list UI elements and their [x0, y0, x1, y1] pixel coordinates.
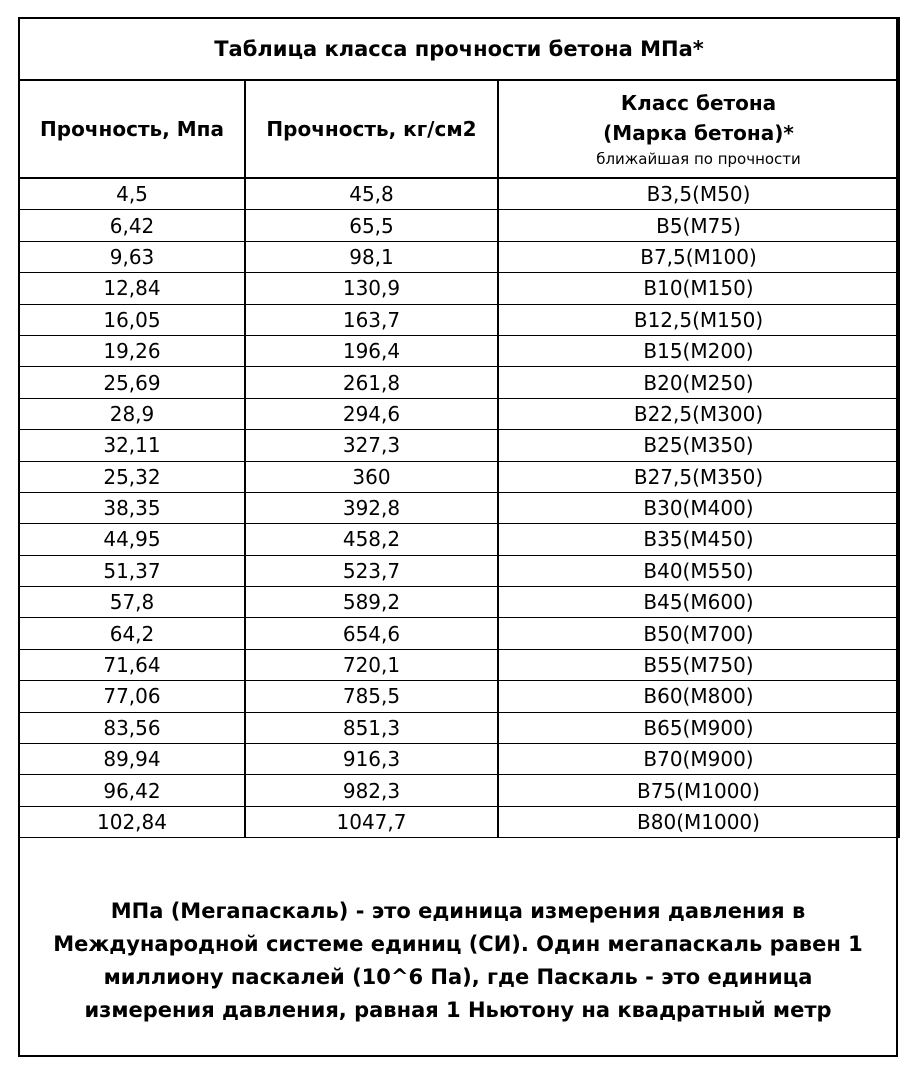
cell-concrete-class: B35(M450): [498, 524, 899, 555]
table-row: [19, 618, 899, 649]
table-row: [19, 178, 899, 210]
cell-concrete-class: B12,5(M150): [498, 304, 899, 335]
cell-strength-kgcm2: 589,2: [245, 587, 498, 618]
cell-strength-kgcm2: 327,3: [245, 430, 498, 461]
cell-strength-kgcm2: 360: [245, 461, 498, 492]
cell-strength-kgcm2: 45,8: [245, 178, 498, 210]
table-row: [19, 555, 899, 586]
cell-strength-mpa: 25,32: [19, 461, 245, 492]
header-class-subtitle: ближайшая по прочности: [596, 150, 801, 168]
cell-concrete-class: B75(M1000): [498, 775, 899, 806]
cell-strength-mpa: 32,11: [19, 430, 245, 461]
cell-strength-mpa: 64,2: [19, 618, 245, 649]
cell-strength-mpa: 16,05: [19, 304, 245, 335]
table-row: [19, 367, 899, 398]
cell-strength-kgcm2: 720,1: [245, 649, 498, 680]
cell-strength-mpa: 51,37: [19, 555, 245, 586]
cell-concrete-class: B55(M750): [498, 649, 899, 680]
table-body: [19, 178, 899, 838]
cell-concrete-class: B10(M150): [498, 273, 899, 304]
cell-strength-mpa: 96,42: [19, 775, 245, 806]
cell-strength-mpa: 25,69: [19, 367, 245, 398]
header-class-line2: (Марка бетона)*: [603, 121, 794, 145]
cell-strength-kgcm2: 163,7: [245, 304, 498, 335]
cell-concrete-class: B30(M400): [498, 492, 899, 523]
table-row: [19, 806, 899, 837]
table-row: [19, 587, 899, 618]
table-row: [19, 273, 899, 304]
cell-concrete-class: B25(M350): [498, 430, 899, 461]
header-strength-mpa: Прочность, Мпа: [19, 80, 245, 178]
table-row: [19, 335, 899, 366]
cell-strength-kgcm2: 294,6: [245, 398, 498, 429]
cell-strength-mpa: 12,84: [19, 273, 245, 304]
cell-strength-kgcm2: 392,8: [245, 492, 498, 523]
table-row: [19, 430, 899, 461]
footnote: [20, 866, 896, 1055]
table-row: [19, 241, 899, 272]
cell-strength-mpa: 38,35: [19, 492, 245, 523]
cell-strength-kgcm2: 916,3: [245, 744, 498, 775]
table-row: [19, 398, 899, 429]
cell-strength-kgcm2: 65,5: [245, 210, 498, 241]
cell-concrete-class: B15(M200): [498, 335, 899, 366]
cell-strength-mpa: 77,06: [19, 681, 245, 712]
cell-strength-mpa: 57,8: [19, 587, 245, 618]
cell-strength-kgcm2: 785,5: [245, 681, 498, 712]
table-row: [19, 210, 899, 241]
cell-strength-mpa: 89,94: [19, 744, 245, 775]
cell-strength-mpa: 71,64: [19, 649, 245, 680]
header-concrete-class: [498, 80, 899, 178]
cell-strength-mpa: 83,56: [19, 712, 245, 743]
cell-concrete-class: B20(M250): [498, 367, 899, 398]
table-row: [19, 304, 899, 335]
cell-strength-kgcm2: 458,2: [245, 524, 498, 555]
cell-strength-mpa: 9,63: [19, 241, 245, 272]
table-row: [19, 681, 899, 712]
table-row: [19, 492, 899, 523]
header-strength-kgcm2: Прочность, кг/см2: [245, 80, 498, 178]
table-title: Таблица класса прочности бетона МПа*: [19, 18, 899, 80]
header-class-line1: Класс бетона: [620, 91, 777, 115]
cell-concrete-class: B50(M700): [498, 618, 899, 649]
cell-concrete-class: B80(M1000): [498, 806, 899, 837]
cell-strength-mpa: 6,42: [19, 210, 245, 241]
cell-strength-kgcm2: 98,1: [245, 241, 498, 272]
cell-concrete-class: B7,5(M100): [498, 241, 899, 272]
cell-strength-mpa: 19,26: [19, 335, 245, 366]
cell-strength-kgcm2: 654,6: [245, 618, 498, 649]
cell-concrete-class: B40(M550): [498, 555, 899, 586]
table-row: [19, 744, 899, 775]
cell-concrete-class: B3,5(M50): [498, 178, 899, 210]
cell-concrete-class: B65(M900): [498, 712, 899, 743]
cell-concrete-class: B45(M600): [498, 587, 899, 618]
cell-strength-kgcm2: 196,4: [245, 335, 498, 366]
cell-concrete-class: B27,5(M350): [498, 461, 899, 492]
cell-concrete-class: B70(M900): [498, 744, 899, 775]
table-row: [19, 649, 899, 680]
cell-strength-kgcm2: 130,9: [245, 273, 498, 304]
table-row: [19, 461, 899, 492]
cell-concrete-class: B60(M800): [498, 681, 899, 712]
concrete-strength-table: [18, 17, 900, 838]
cell-strength-kgcm2: 1047,7: [245, 806, 498, 837]
cell-strength-kgcm2: 982,3: [245, 775, 498, 806]
table-row: [19, 712, 899, 743]
table-row: [19, 524, 899, 555]
cell-strength-kgcm2: 261,8: [245, 367, 498, 398]
cell-strength-mpa: 4,5: [19, 178, 245, 210]
cell-strength-mpa: 102,84: [19, 806, 245, 837]
table-row: [19, 775, 899, 806]
cell-strength-mpa: 28,9: [19, 398, 245, 429]
cell-strength-mpa: 44,95: [19, 524, 245, 555]
footnote-text: МПа (Мегапаскаль) - это единица измерения давления в Международной системе единиц (СИ). Один мегапаскаль равен 1 миллиону паскалей (10^6 Па), где Паскаль - это единица измерения давления, равная 1 Ньютону на квадратный метр: [53, 898, 863, 1022]
cell-strength-kgcm2: 523,7: [245, 555, 498, 586]
cell-concrete-class: B22,5(M300): [498, 398, 899, 429]
cell-concrete-class: B5(M75): [498, 210, 899, 241]
cell-strength-kgcm2: 851,3: [245, 712, 498, 743]
